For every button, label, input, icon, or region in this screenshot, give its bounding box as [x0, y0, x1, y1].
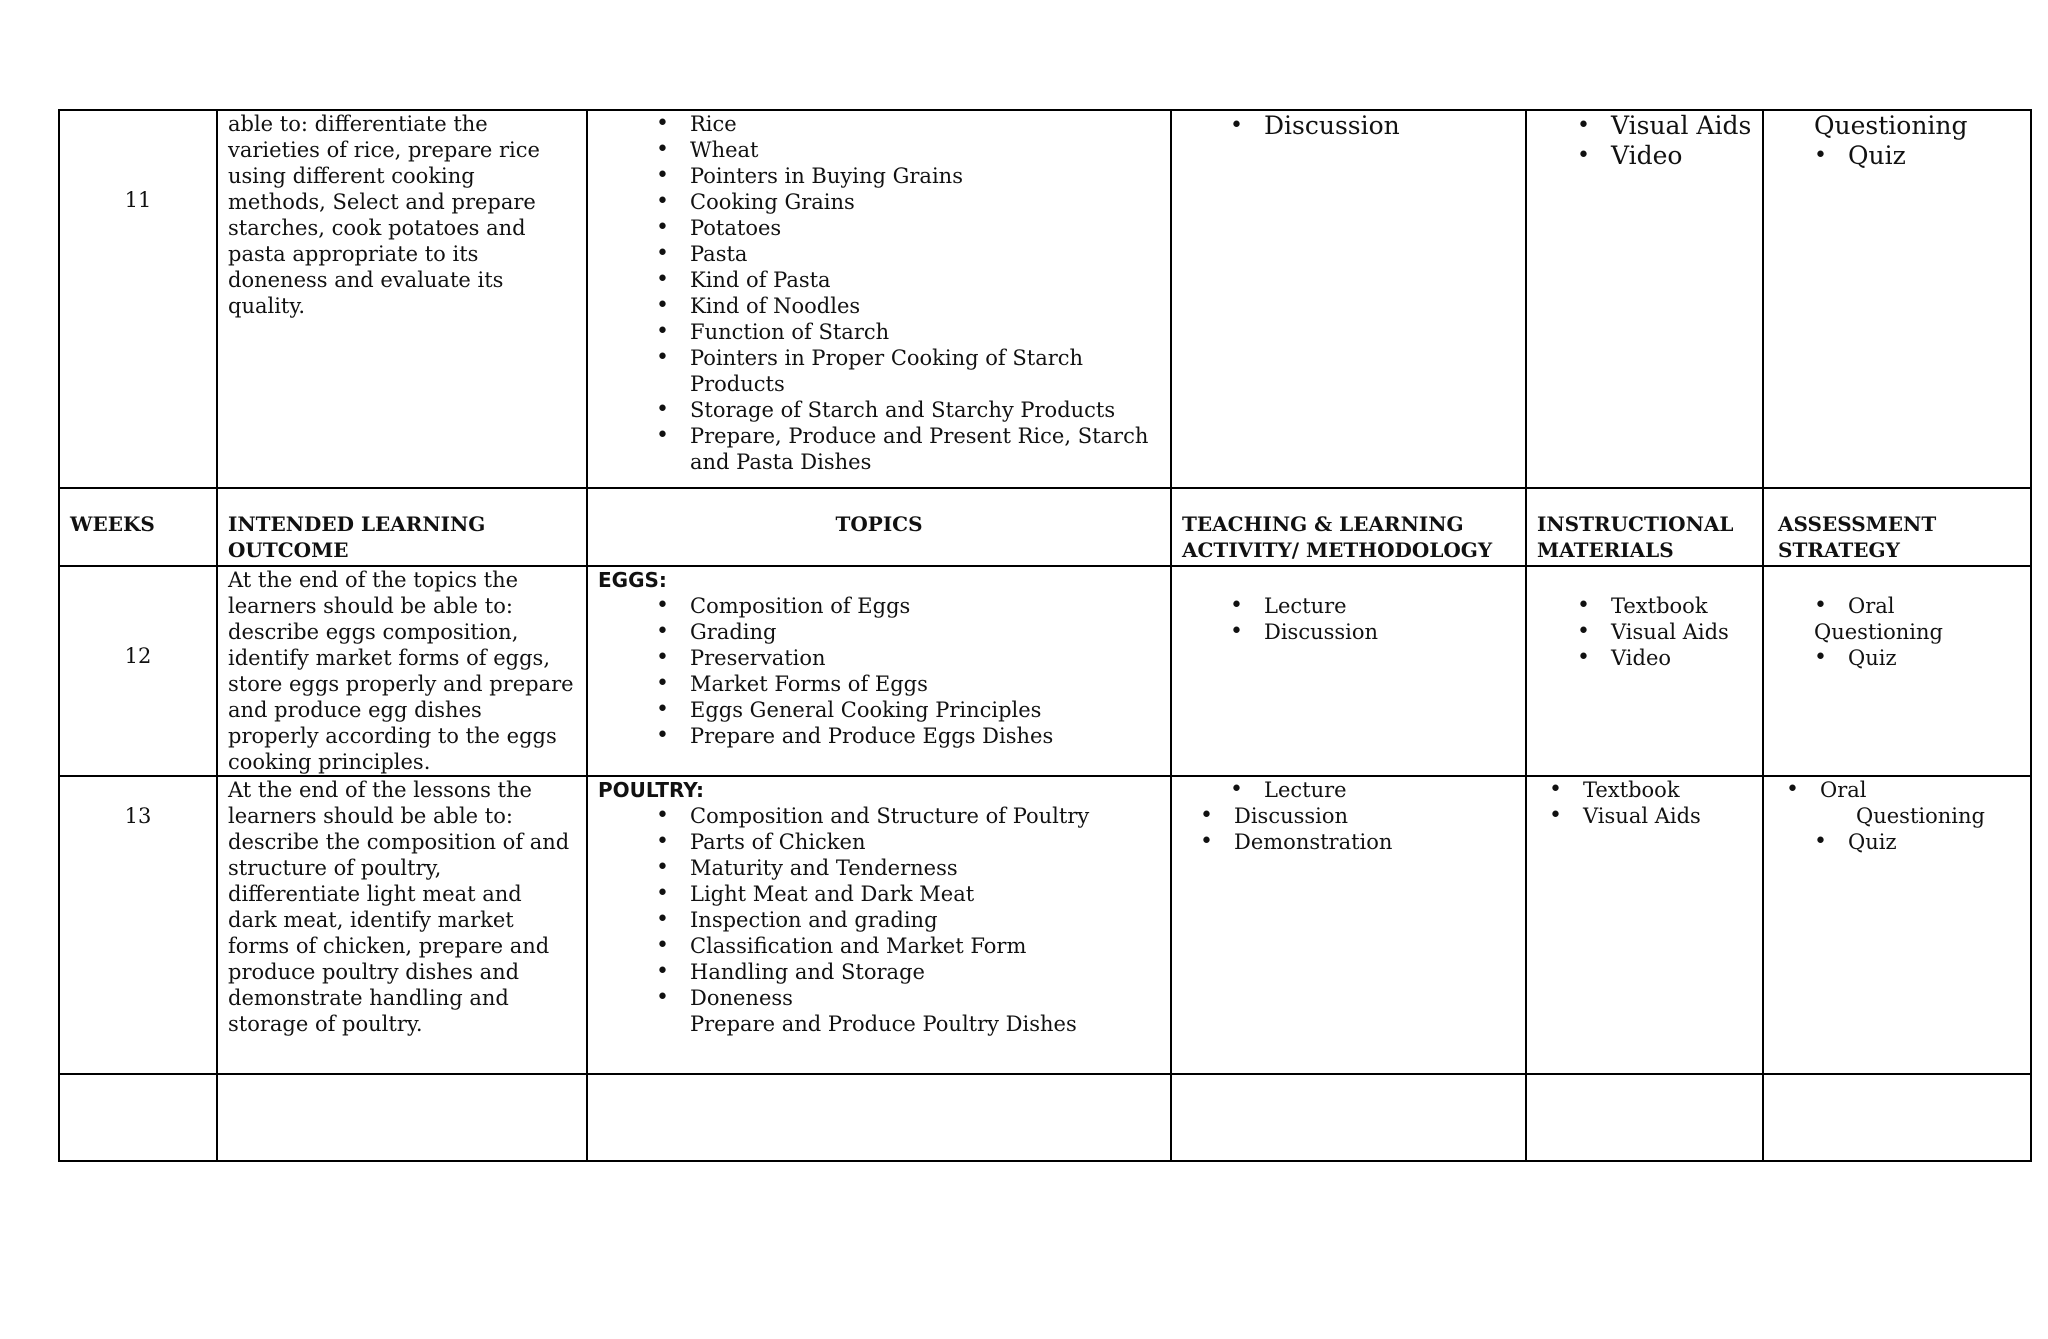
table-row: [59, 776, 2031, 1074]
list-item: • Handling and Storage: [656, 959, 1160, 985]
list-item: • Maturity and Tenderness: [656, 855, 1160, 881]
empty-cell: [217, 1074, 587, 1161]
topics-cell: [587, 566, 1171, 776]
list-item: • Function of Starch: [656, 319, 1160, 345]
week-number: 12: [124, 644, 152, 668]
topics-cell: [587, 110, 1171, 488]
table-row-empty: [59, 1074, 2031, 1161]
list-item: • Quiz: [1814, 829, 2020, 855]
tla-first-list: [1182, 777, 1515, 803]
week-number: 11: [124, 188, 152, 212]
list-item: • Prepare, Produce and Present Rice, Starch and Pasta Dishes: [656, 423, 1160, 475]
topics-list: [598, 593, 1160, 749]
list-item: • Discussion: [1200, 803, 1515, 829]
list-item: • Grading: [656, 619, 1160, 645]
list-item: • Light Meat and Dark Meat: [656, 881, 1160, 907]
list-item: • Doneness: [656, 985, 1160, 1011]
list-item: • Parts of Chicken: [656, 829, 1160, 855]
list-item: • Demonstration: [1200, 829, 1515, 855]
assessment-list: [1774, 141, 2020, 171]
tla-cell: [1171, 776, 1526, 1074]
list-item: • Pointers in Proper Cooking of Starch Products: [656, 345, 1160, 397]
assessment-oral-list: [1774, 777, 2020, 803]
topics-cell: [587, 776, 1171, 1074]
assessment-cell: [1763, 776, 2031, 1074]
list-item: • Visual Aids: [1549, 803, 1752, 829]
assessment-cell: [1763, 110, 2031, 488]
list-item: • Discussion: [1230, 111, 1515, 141]
tla-list: [1182, 111, 1515, 141]
ilo-text: able to: differentiate the varieties of rice, prepare rice using different cooking methods, Select and prepare starches, cook potatoes and pasta appropriate to its doneness and evaluate its quality.: [228, 112, 540, 318]
empty-cell: [1171, 1074, 1526, 1161]
list-item: • Inspection and grading: [656, 907, 1160, 933]
tla-cell: [1171, 110, 1526, 488]
assessment-oral-list: [1774, 593, 2020, 619]
topic-section-label: EGGS:: [598, 568, 667, 592]
materials-cell: [1526, 566, 1763, 776]
header-tla: TEACHING & LEARNING ACTIVITY/ METHODOLOGY: [1171, 488, 1526, 566]
topics-list: [598, 803, 1160, 1011]
list-item: • Quiz: [1814, 645, 2020, 671]
topic-tail: Prepare and Produce Poultry Dishes: [690, 1012, 1077, 1036]
materials-list: [1537, 593, 1752, 671]
list-item: • Video: [1577, 645, 1752, 671]
list-item: • Textbook: [1577, 593, 1752, 619]
header-materials: INSTRUCTIONAL MATERIALS: [1526, 488, 1763, 566]
list-item: • Preservation: [656, 645, 1160, 671]
header-assessment: ASSESSMENT STRATEGY: [1763, 488, 2031, 566]
list-item: • Visual Aids: [1577, 111, 1752, 141]
ilo-cell: [217, 566, 587, 776]
assessment-text: Questioning: [1814, 111, 1968, 140]
list-item: • Composition of Eggs: [656, 593, 1160, 619]
list-item: • Wheat: [656, 137, 1160, 163]
ilo-cell: [217, 776, 587, 1074]
list-item: • Kind of Noodles: [656, 293, 1160, 319]
materials-list: [1537, 111, 1752, 171]
list-item: • Lecture: [1230, 593, 1515, 619]
empty-cell: [1526, 1074, 1763, 1161]
ilo-cell: [217, 110, 587, 488]
empty-cell: [1763, 1074, 2031, 1161]
list-item: • Discussion: [1230, 619, 1515, 645]
list-item: • Rice: [656, 111, 1160, 137]
table-row: [59, 566, 2031, 776]
list-item: • Textbook: [1549, 777, 1752, 803]
empty-cell: [587, 1074, 1171, 1161]
list-item: • Lecture: [1230, 777, 1515, 803]
week-cell: [59, 776, 217, 1074]
list-item: • Video: [1577, 141, 1752, 171]
tla-cell: [1171, 566, 1526, 776]
syllabus-table: [58, 109, 2032, 1162]
tla-list: [1182, 803, 1515, 855]
list-item: • Kind of Pasta: [656, 267, 1160, 293]
list-item: • Oral: [1786, 777, 2020, 803]
list-item: • Classification and Market Form: [656, 933, 1160, 959]
ilo-text: At the end of the lessons the learners should be able to: describe the composition of and structure of poultry, differentiate light meat and dark meat, identify market forms of chicken, prepare and produce poultry dishes and demonstrate handling and storage of poultry.: [228, 778, 570, 1036]
list-item: • Eggs General Cooking Principles: [656, 697, 1160, 723]
syllabus-page: [58, 109, 2030, 1162]
list-item: • Market Forms of Eggs: [656, 671, 1160, 697]
list-item: • Pasta: [656, 241, 1160, 267]
list-item: • Quiz: [1814, 141, 2020, 171]
assessment-list: [1774, 829, 2020, 855]
list-item: • Oral: [1814, 593, 2020, 619]
topic-section-label: POULTRY:: [598, 778, 705, 802]
list-item: • Prepare and Produce Eggs Dishes: [656, 723, 1160, 749]
list-item: • Pointers in Buying Grains: [656, 163, 1160, 189]
table-row: [59, 110, 2031, 488]
week-cell: [59, 566, 217, 776]
materials-list: [1537, 777, 1752, 829]
list-item: • Cooking Grains: [656, 189, 1160, 215]
assessment-cell: [1763, 566, 2031, 776]
header-ilo: INTENDED LEARNING OUTCOME: [217, 488, 587, 566]
list-item: • Composition and Structure of Poultry: [656, 803, 1160, 829]
header-weeks: WEEKS: [59, 488, 217, 566]
assessment-text: Questioning: [1856, 804, 1985, 828]
list-item: • Storage of Starch and Starchy Products: [656, 397, 1160, 423]
empty-cell: [59, 1074, 217, 1161]
list-item: • Visual Aids: [1577, 619, 1752, 645]
assessment-text: Questioning: [1814, 620, 1943, 644]
materials-cell: [1526, 776, 1763, 1074]
week-cell: [59, 110, 217, 488]
ilo-text: At the end of the topics the learners should be able to: describe eggs composition, identify market forms of eggs, store eggs properly and prepare and produce egg dishes properly according to the eggs cooking principles.: [228, 568, 574, 774]
tla-list: [1182, 593, 1515, 645]
topics-list: [598, 111, 1160, 475]
week-number: 13: [124, 804, 152, 828]
list-item: • Potatoes: [656, 215, 1160, 241]
header-topics: TOPICS: [587, 488, 1171, 566]
header-row: [59, 488, 2031, 566]
materials-cell: [1526, 110, 1763, 488]
assessment-list: [1774, 645, 2020, 671]
